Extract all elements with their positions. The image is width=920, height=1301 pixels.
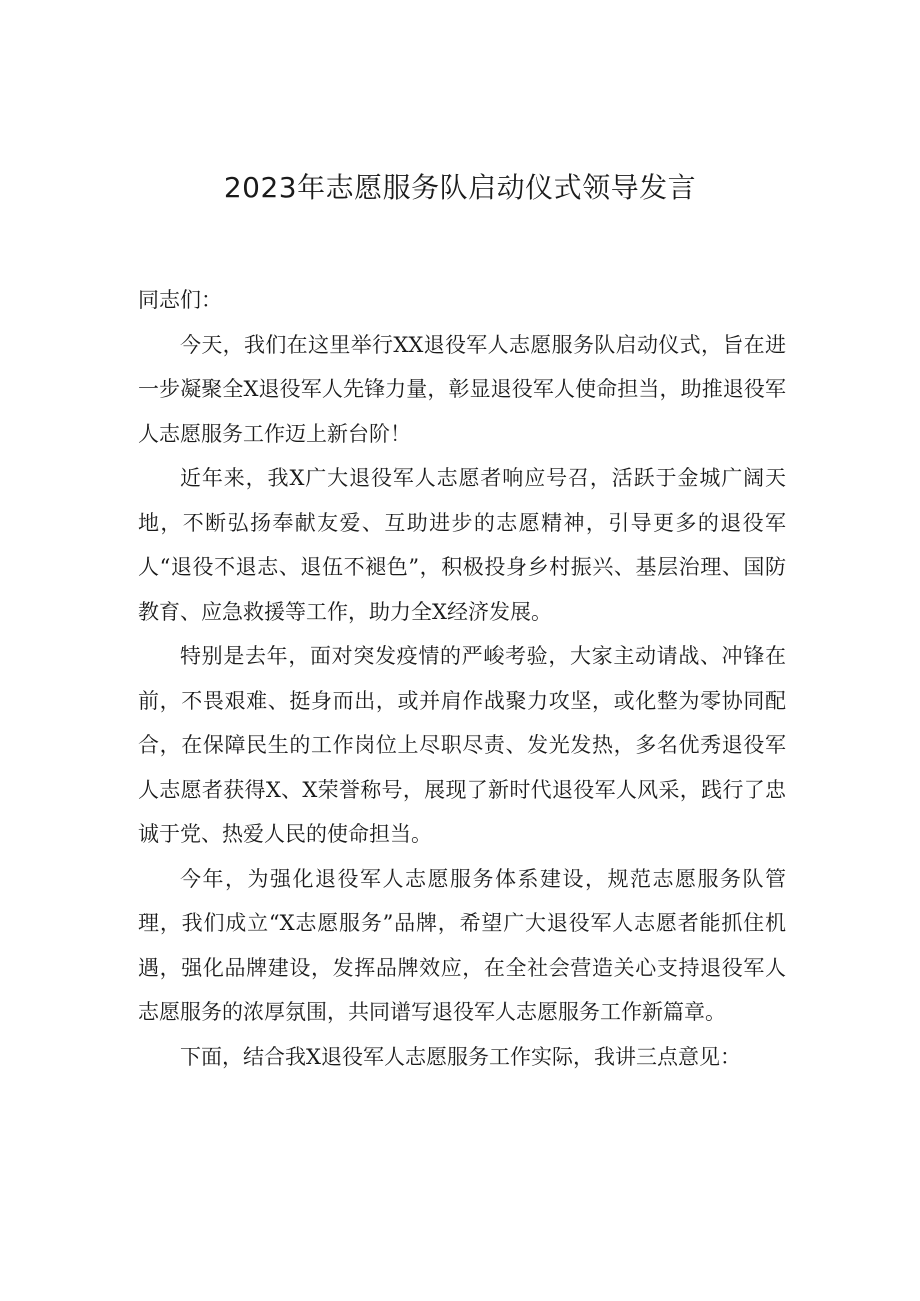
paragraph-opening: 今天，我们在这里举行XX退役军人志愿服务队启动仪式，旨在进一步凝聚全X退役军人先锋力量，彰显退役军人使命担当，助推退役军人志愿服务工作迈上新台阶！ (138, 332, 786, 446)
document-body (138, 278, 786, 1079)
paragraph-recent-years: 近年来，我X广大退役军人志愿者响应号召，活跃于金城广阔天地，不断弘扬奉献友爱、互助进步的志愿精神，引导更多的退役军人“退役不退志、退伍不褪色”，积极投身乡村振兴、基层治理、国防教育、应急救援等工作，助力全X经济发展。 (138, 466, 786, 624)
document-title: 2023年志愿服务队启动仪式领导发言 (223, 171, 697, 204)
salutation: 同志们： (138, 288, 222, 312)
paragraph-this-year: 今年，为强化退役军人志愿服务体系建设，规范志愿服务队管理，我们成立“X志愿服务”品牌，希望广大退役军人志愿者能抓住机遇，强化品牌建设，发挥品牌效应，在全社会营造关心支持退役军人志愿服务的浓厚氛围，共同谱写退役军人志愿服务工作新篇章。 (138, 866, 786, 1024)
paragraph-transition: 下面，结合我X退役军人志愿服务工作实际，我讲三点意见： (180, 1044, 741, 1069)
paragraph-last-year: 特别是去年，面对突发疫情的严峻考验，大家主动请战、冲锋在前，不畏艰难、挺身而出，或并肩作战聚力攻坚，或化整为零协同配合，在保障民生的工作岗位上尽职尽责、发光发热，多名优秀退役军人志愿者获得X、X荣誉称号，展现了新时代退役军人风采，践行了忠诚于党、热爱人民的使命担当。 (138, 644, 786, 846)
